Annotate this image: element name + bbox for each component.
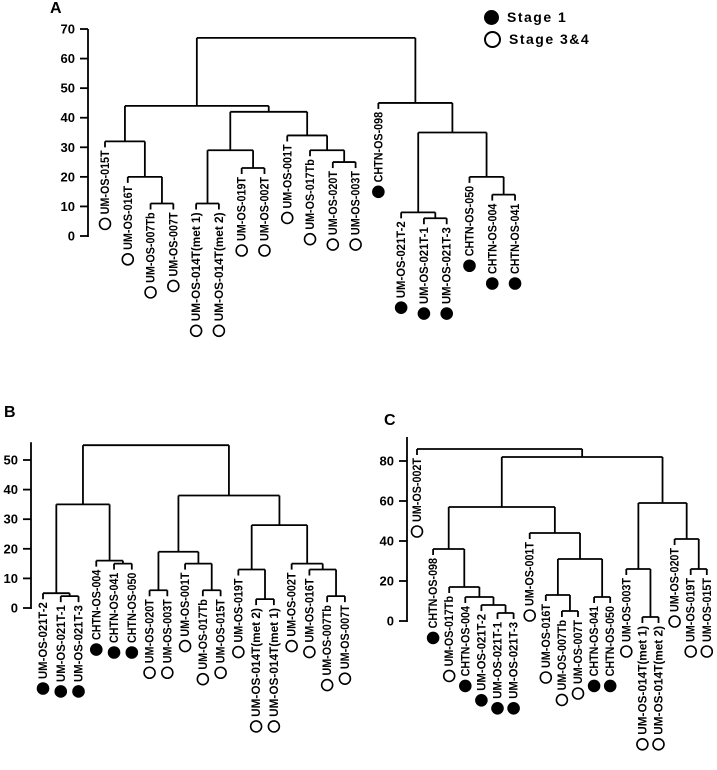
leaf-label: CHTN-OS-098 <box>373 106 386 183</box>
stage34-marker <box>286 641 297 652</box>
leaf-label: UM-OS-007Tb <box>556 614 569 691</box>
leaf-label: UM-OS-002T <box>286 568 299 637</box>
leaf-label: UM-OS-016T <box>122 181 135 250</box>
stage34-marker <box>215 667 226 678</box>
stage1-marker <box>492 703 503 714</box>
y-tick-label: 10 <box>3 570 18 586</box>
leaf-label: CHTN-OS-004 <box>487 198 500 275</box>
stage34-marker <box>145 287 156 298</box>
stage34-marker <box>685 646 696 657</box>
leaf-label: UM-OS-007T <box>339 600 352 670</box>
stage1-marker <box>428 632 439 643</box>
stage34-marker <box>327 239 338 250</box>
leaf-label: UM-OS-021T-3 <box>441 226 454 305</box>
y-tick-label: 20 <box>379 573 394 589</box>
leaf-label: UM-OS-021T-1 <box>55 603 68 682</box>
leaf-label: UM-OS-014T(met 1) <box>268 610 281 717</box>
stage34-marker <box>162 667 173 678</box>
y-tick-label: 30 <box>3 511 18 527</box>
leaf-label: UM-OS-021T-2 <box>396 220 409 299</box>
leaf-label: UM-OS-021T-3 <box>73 603 86 682</box>
y-tick-label: 50 <box>60 80 75 96</box>
y-tick-label: 10 <box>60 198 75 214</box>
stage1-marker <box>73 686 84 697</box>
y-tick-label: 20 <box>3 541 18 557</box>
legend-row-stage34 <box>484 28 590 50</box>
stage1-marker <box>589 680 600 691</box>
leaf-label: UM-OS-014T(met 2) <box>251 610 264 717</box>
stage1-marker <box>126 647 137 658</box>
y-tick-label: 70 <box>60 21 75 37</box>
dendrogram-panel-a <box>61 22 523 337</box>
stage34-marker <box>412 526 423 537</box>
stage34-marker <box>339 673 350 684</box>
stage1-marker <box>487 278 498 289</box>
stage1-marker <box>38 683 49 694</box>
leaf-label: UM-OS-002T <box>412 453 425 522</box>
leaf-label: UM-OS-014T(met 1) <box>637 628 650 735</box>
leaf-label: CHTN-OS-050 <box>126 567 139 643</box>
stage34-marker <box>122 254 133 265</box>
legend-label-stage1: Stage 1 <box>507 9 568 25</box>
dendrogram-panel-c <box>380 437 714 750</box>
y-tick-label: 0 <box>386 613 394 629</box>
dendrogram-panel-b <box>4 442 352 732</box>
leaf-label: UM-OS-021T-1 <box>418 226 431 305</box>
y-tick-label: 40 <box>379 533 394 549</box>
y-tick-label: 80 <box>379 453 394 469</box>
stage34-marker <box>573 688 584 699</box>
panel-c-letter: C <box>384 412 396 429</box>
stage1-marker <box>605 680 616 691</box>
legend-row-stage1 <box>484 6 590 28</box>
leaf-label: UM-OS-021T-1 <box>492 620 505 699</box>
leaf-label: UM-OS-007T <box>168 208 181 277</box>
leaf-label: UM-OS-017Tb <box>305 154 318 230</box>
leaf-label: UM-OS-002T <box>259 172 272 241</box>
stage34-marker <box>168 280 179 291</box>
leaf-label: CHTN-OS-041 <box>589 600 602 677</box>
stage34-marker <box>191 325 202 336</box>
stage34-marker <box>236 245 247 256</box>
stage1-marker <box>109 647 120 658</box>
leaf-label: UM-OS-007Tb <box>322 600 335 676</box>
stage34-marker <box>556 694 567 705</box>
panel-a-letter: A <box>50 0 62 17</box>
stage1-marker <box>476 695 487 706</box>
filled-circle-icon <box>484 10 499 25</box>
stage34-marker <box>233 647 244 658</box>
leaf-label: UM-OS-001T <box>180 568 193 637</box>
leaf-label: CHTN-OS-004 <box>91 564 104 641</box>
leaf-label: CHTN-OS-041 <box>109 567 122 643</box>
stage34-marker <box>100 218 111 229</box>
stage34-marker <box>621 646 632 657</box>
stage34-marker <box>637 739 648 750</box>
legend <box>484 6 590 50</box>
leaf-label: CHTN-OS-050 <box>605 600 618 677</box>
stage34-marker <box>540 672 551 683</box>
stage34-marker <box>653 739 664 750</box>
leaf-label: UM-OS-015T <box>215 594 228 664</box>
stage34-marker <box>305 234 316 245</box>
stage1-marker <box>510 278 521 289</box>
stage34-marker <box>213 325 224 336</box>
y-tick-label: 60 <box>60 51 75 67</box>
leaf-label: UM-OS-017Tb <box>197 594 210 670</box>
leaf-label: UM-OS-016T <box>304 574 317 643</box>
leaf-label: UM-OS-019T <box>685 573 698 642</box>
legend-label-stage34: Stage 3&4 <box>509 31 591 47</box>
stage34-marker <box>444 670 455 681</box>
leaf-label: CHTN-OS-041 <box>510 198 523 275</box>
stage34-marker <box>701 646 712 657</box>
stage34-marker <box>259 245 270 256</box>
stage34-marker <box>197 674 208 685</box>
y-tick-label: 20 <box>60 169 75 185</box>
stage34-marker <box>282 212 293 223</box>
y-tick-label: 0 <box>10 600 18 616</box>
leaf-label: UM-OS-015T <box>100 146 113 215</box>
leaf-label: UM-OS-014T(met 2) <box>653 628 666 735</box>
leaf-label: UM-OS-021T-2 <box>476 612 489 691</box>
leaf-label: UM-OS-016T <box>540 599 553 668</box>
panel-b-letter: B <box>4 404 16 421</box>
leaf-label: UM-OS-014T(met 2) <box>213 215 226 322</box>
stage34-marker <box>180 641 191 652</box>
stage34-marker <box>350 239 361 250</box>
leaf-label: UM-OS-021T-3 <box>508 620 521 699</box>
y-tick-label: 40 <box>60 110 75 126</box>
leaf-label: UM-OS-020T <box>144 594 157 664</box>
y-tick-label: 60 <box>379 493 394 509</box>
stage34-marker <box>251 721 262 732</box>
leaf-label: UM-OS-017Tb <box>444 590 457 667</box>
leaf-label: UM-OS-003T <box>621 573 634 642</box>
stage34-marker <box>144 667 155 678</box>
y-tick-label: 50 <box>3 452 18 468</box>
stage1-marker <box>396 302 407 313</box>
leaf-label: UM-OS-021T-2 <box>38 601 51 679</box>
y-tick-label: 30 <box>60 139 75 155</box>
stage34-marker <box>304 647 315 658</box>
leaf-label: CHTN-OS-098 <box>428 552 441 629</box>
stage34-marker <box>268 721 279 732</box>
leaf-label: UM-OS-019T <box>236 172 249 241</box>
stage1-marker <box>441 308 452 319</box>
leaf-label: UM-OS-015T <box>701 573 714 642</box>
stage1-marker <box>373 186 384 197</box>
open-circle-icon <box>484 31 501 48</box>
leaf-label: UM-OS-014T(met 1) <box>191 215 204 322</box>
y-tick-label: 40 <box>3 482 18 498</box>
stage1-marker <box>418 308 429 319</box>
leaf-label: CHTN-OS-050 <box>464 180 477 257</box>
leaf-label: UM-OS-019T <box>233 574 246 643</box>
y-tick-label: 0 <box>67 228 75 244</box>
leaf-label: CHTN-OS-004 <box>460 600 473 677</box>
stage34-marker <box>669 616 680 627</box>
stage34-marker <box>322 680 333 691</box>
leaf-label: UM-OS-003T <box>162 594 175 664</box>
leaf-label: UM-OS-020T <box>669 543 682 612</box>
stage34-marker <box>524 610 535 621</box>
stage1-marker <box>55 686 66 697</box>
stage1-marker <box>91 644 102 655</box>
leaf-label: UM-OS-007Tb <box>145 207 158 283</box>
stage1-marker <box>464 260 475 271</box>
leaf-label: UM-OS-007T <box>573 615 586 684</box>
leaf-label: UM-OS-001T <box>282 140 295 209</box>
leaf-label: UM-OS-001T <box>524 537 537 606</box>
leaf-label: UM-OS-020T <box>327 166 340 236</box>
stage1-marker <box>508 703 519 714</box>
leaf-label: UM-OS-003T <box>350 166 363 236</box>
stage1-marker <box>460 680 471 691</box>
